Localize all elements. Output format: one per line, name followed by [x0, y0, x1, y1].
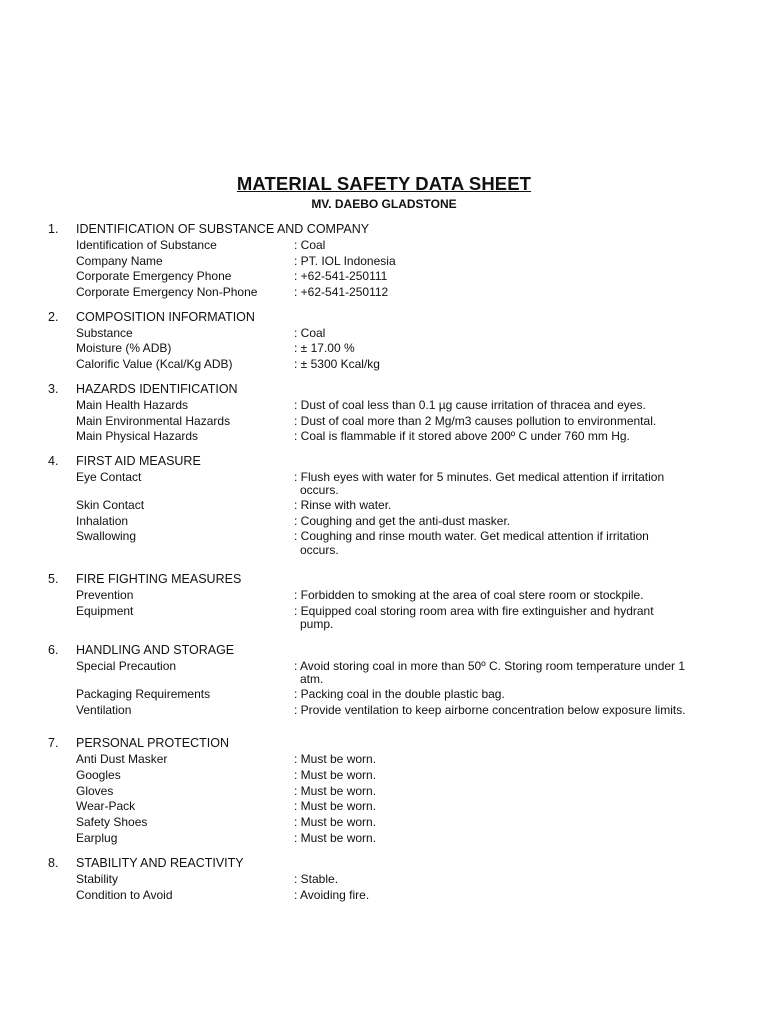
field-row	[0, 514, 768, 530]
field-row	[0, 799, 768, 815]
sections-container	[0, 222, 768, 904]
field-label: Swallowing	[76, 529, 137, 544]
field-value-continuation: occurs.	[300, 483, 339, 498]
section-number: 8.	[48, 856, 59, 871]
field-value	[294, 872, 726, 887]
field-label: Equipment	[76, 603, 134, 618]
field-separator: :	[294, 413, 301, 428]
field-value-text: Avoid storing coal in more than 50º C. Storing room temperature under 1	[300, 658, 686, 673]
field-label: Main Environmental Hazards	[76, 413, 231, 428]
section-5	[0, 572, 768, 632]
field-row	[0, 326, 768, 342]
field-value-text: Forbidden to smoking at the area of coal stere room or stockpile.	[300, 588, 644, 603]
field-label: Inhalation	[76, 513, 129, 528]
field-separator: :	[294, 357, 301, 372]
section-3	[0, 382, 768, 445]
field-value	[294, 888, 726, 903]
field-separator: :	[294, 815, 301, 830]
field-row	[0, 703, 768, 719]
field-label: Main Physical Hazards	[76, 429, 199, 444]
field-row	[0, 604, 768, 632]
field-value	[294, 588, 726, 603]
field-value	[294, 604, 726, 632]
field-separator: :	[294, 269, 301, 284]
field-row	[0, 341, 768, 357]
field-row	[0, 269, 768, 285]
section-7	[0, 736, 768, 846]
field-label: Prevention	[76, 588, 134, 603]
section-title: COMPOSITION INFORMATION	[76, 309, 255, 324]
section-number: 7.	[48, 736, 59, 751]
field-value-text: Must be worn.	[300, 815, 377, 830]
section-heading	[0, 856, 768, 872]
field-value	[294, 341, 726, 356]
field-label: Corporate Emergency Non-Phone	[76, 285, 258, 300]
field-value-text: Coughing and get the anti-dust masker.	[300, 513, 511, 528]
field-separator: :	[294, 469, 301, 484]
field-value	[294, 269, 726, 284]
field-label: Ventilation	[76, 702, 132, 717]
field-separator: :	[294, 686, 301, 701]
field-value-text: Avoiding fire.	[300, 888, 370, 903]
field-row	[0, 285, 768, 301]
section-4	[0, 454, 768, 557]
field-row	[0, 768, 768, 784]
field-label: Moisture (% ADB)	[76, 341, 172, 356]
field-separator: :	[294, 888, 301, 903]
field-separator: :	[294, 513, 301, 528]
field-separator: :	[294, 238, 301, 252]
field-value-text: PT. IOL Indonesia	[300, 253, 396, 268]
field-row	[0, 529, 768, 557]
field-separator: :	[294, 702, 301, 717]
field-separator: :	[294, 768, 301, 782]
field-label: Stability	[76, 872, 119, 887]
field-value-text: +62-541-250111	[300, 269, 388, 284]
field-value	[294, 238, 726, 253]
field-value	[294, 815, 726, 830]
field-row	[0, 254, 768, 270]
field-label: Substance	[76, 325, 133, 340]
field-value-text: +62-541-250112	[300, 285, 389, 300]
field-row	[0, 831, 768, 847]
field-row	[0, 414, 768, 430]
section-number: 5.	[48, 572, 59, 587]
document-subtitle: MV. DAEBO GLADSTONE	[311, 197, 457, 211]
section-number: 3.	[48, 381, 59, 396]
field-separator: :	[294, 830, 301, 845]
field-value	[294, 429, 726, 444]
field-value-continuation: pump.	[300, 617, 334, 632]
field-row	[0, 687, 768, 703]
field-row	[0, 429, 768, 445]
field-value	[294, 768, 726, 783]
section-title: IDENTIFICATION OF SUBSTANCE AND COMPANY	[76, 222, 370, 236]
field-value	[294, 414, 726, 429]
field-separator: :	[294, 397, 301, 412]
field-value	[294, 831, 726, 846]
field-row	[0, 784, 768, 800]
field-row	[0, 588, 768, 604]
field-separator: :	[294, 658, 301, 673]
field-value-text: Must be worn.	[300, 752, 377, 767]
field-value-continuation: occurs.	[300, 542, 339, 557]
section-title: STABILITY AND REACTIVITY	[76, 856, 244, 871]
section-heading	[0, 222, 768, 238]
field-value-text: Provide ventilation to keep airborne concentration below exposure limits.	[300, 702, 686, 717]
field-value-text: ± 5300 Kcal/kg	[300, 357, 380, 372]
field-value	[294, 398, 726, 413]
field-label: Calorific Value (Kcal/Kg ADB)	[76, 357, 233, 372]
field-separator: :	[294, 783, 301, 798]
section-title: HAZARDS IDENTIFICATION	[76, 381, 238, 396]
field-separator: :	[294, 752, 301, 767]
section-heading	[0, 382, 768, 398]
section-heading	[0, 643, 768, 659]
field-label: Company Name	[76, 253, 163, 268]
field-value-text: Equipped coal storing room area with fire extinguisher and hydrant	[300, 603, 654, 618]
field-value	[294, 703, 726, 718]
field-separator: :	[294, 588, 301, 603]
field-value-text: Must be worn.	[300, 830, 377, 845]
field-value	[294, 529, 726, 557]
field-value	[294, 498, 726, 513]
field-value	[294, 799, 726, 814]
field-label: Wear-Pack	[76, 799, 136, 814]
field-row	[0, 752, 768, 768]
field-row	[0, 357, 768, 373]
section-1	[0, 222, 768, 301]
section-title: FIRE FIGHTING MEASURES	[76, 572, 242, 587]
section-heading	[0, 310, 768, 326]
field-separator: :	[294, 529, 301, 544]
section-title: PERSONAL PROTECTION	[76, 736, 230, 751]
field-separator: :	[294, 325, 301, 340]
field-label: Identification of Substance	[76, 238, 217, 252]
field-label: Gloves	[76, 783, 114, 798]
field-value	[294, 254, 726, 269]
field-separator: :	[294, 429, 301, 444]
section-8	[0, 856, 768, 903]
field-separator: :	[294, 603, 301, 618]
field-value-text: Stable.	[300, 872, 339, 887]
field-value-text: Coughing and rinse mouth water. Get medical attention if irritation	[300, 529, 649, 544]
field-label: Googles	[76, 768, 121, 782]
field-label: Skin Contact	[76, 497, 145, 512]
field-value-text: Coal is flammable if it stored above 200º C under 760 mm Hg.	[300, 429, 630, 444]
field-value-text: Must be worn.	[300, 768, 377, 782]
field-separator: :	[294, 497, 301, 512]
field-value-text: Packing coal in the double plastic bag.	[300, 686, 505, 701]
field-row	[0, 498, 768, 514]
field-value-text: Dust of coal less than 0.1 µg cause irritation of thracea and eyes.	[300, 397, 646, 412]
field-value-text: ± 17.00 %	[300, 341, 355, 356]
section-heading	[0, 454, 768, 470]
field-row	[0, 238, 768, 254]
section-number: 2.	[48, 309, 59, 324]
field-value	[294, 326, 726, 341]
field-value-text: Coal	[300, 238, 326, 252]
field-value-text: Must be worn.	[300, 799, 377, 814]
field-value-text: Dust of coal more than 2 Mg/m3 causes pollution to environmental.	[300, 413, 657, 428]
section-title: HANDLING AND STORAGE	[76, 642, 235, 657]
field-separator: :	[294, 285, 301, 300]
field-value	[294, 285, 726, 300]
field-row	[0, 888, 768, 904]
field-row	[0, 398, 768, 414]
field-value-text: Coal	[300, 325, 326, 340]
field-value	[294, 752, 726, 767]
field-row	[0, 659, 768, 687]
field-value-text: Rinse with water.	[300, 497, 392, 512]
field-label: Anti Dust Masker	[76, 752, 168, 767]
section-2	[0, 310, 768, 373]
field-value	[294, 659, 726, 687]
section-number: 1.	[48, 222, 59, 236]
field-separator: :	[294, 341, 301, 356]
field-separator: :	[294, 872, 301, 887]
field-row	[0, 470, 768, 498]
field-label: Special Precaution	[76, 658, 177, 673]
field-label: Earplug	[76, 830, 118, 845]
field-value	[294, 357, 726, 372]
field-row	[0, 815, 768, 831]
field-label: Corporate Emergency Phone	[76, 269, 232, 284]
field-separator: :	[294, 253, 301, 268]
document-title: MATERIAL SAFETY DATA SHEET	[236, 173, 532, 194]
field-value	[294, 687, 726, 702]
field-row	[0, 872, 768, 888]
section-heading	[0, 736, 768, 752]
field-label: Safety Shoes	[76, 815, 148, 830]
field-label: Packaging Requirements	[76, 686, 211, 701]
field-value-text: Must be worn.	[300, 783, 377, 798]
section-heading	[0, 572, 768, 588]
field-label: Eye Contact	[76, 469, 142, 484]
field-value-text: Flush eyes with water for 5 minutes. Get medical attention if irritation	[300, 469, 665, 484]
field-value-continuation: atm.	[300, 672, 324, 687]
section-number: 4.	[48, 453, 59, 468]
section-6	[0, 643, 768, 718]
field-value	[294, 470, 726, 498]
field-label: Main Health Hazards	[76, 397, 189, 412]
section-number: 6.	[48, 642, 59, 657]
field-value	[294, 784, 726, 799]
field-separator: :	[294, 799, 301, 814]
field-label: Condition to Avoid	[76, 888, 173, 903]
section-title: FIRST AID MEASURE	[76, 453, 201, 468]
field-value	[294, 514, 726, 529]
